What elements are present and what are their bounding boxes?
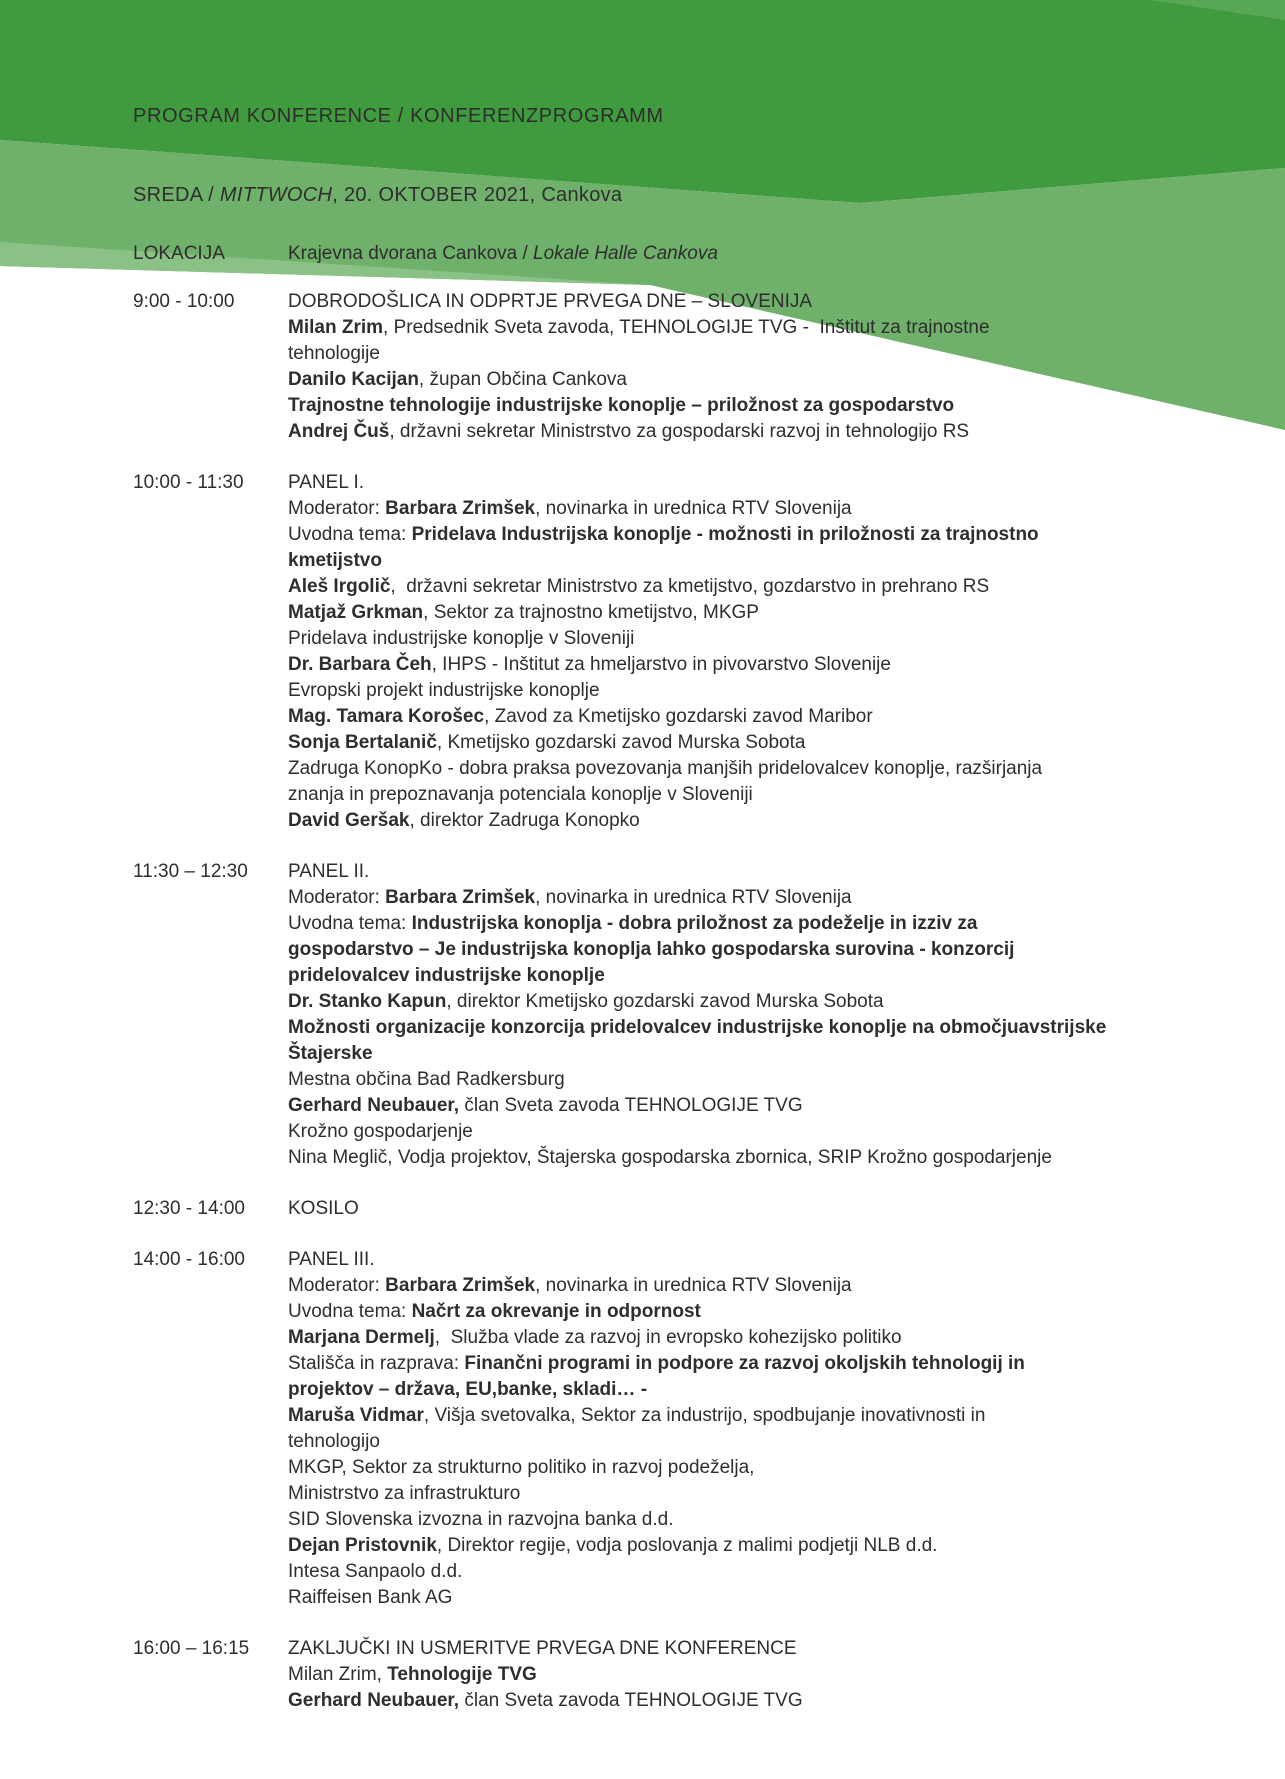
program-line [288,315,1233,341]
program-line [288,704,1233,730]
program-line [288,1247,1233,1273]
date-line [133,184,622,207]
program-line [288,1688,1233,1714]
program-line [288,1662,1233,1688]
time-label: 9:00 - 10:00 [133,291,235,312]
program-line [288,963,1233,989]
program-line [288,341,1233,367]
program-line [288,782,1233,808]
text-segment: Barbara Zrimšek [385,1275,536,1296]
program-line [288,1429,1233,1455]
text-segment: Pridelava industrijske konoplje v Sloveniji [288,628,635,649]
text-segment: , 20. OKTOBER 2021, Cankova [332,184,623,206]
text-segment: Trajnostne tehnologije industrijske konoplje – priložnost za gospodarstvo [288,395,955,416]
program-line [288,652,1233,678]
text-segment: , državni sekretar Ministrstvo za kmetijstvo, gozdarstvo in prehrano RS [390,576,990,597]
program-line [288,989,1233,1015]
text-segment: PANEL I. [288,472,365,493]
text-segment: Mag. Tamara Korošec [288,706,485,727]
text-segment: Uvodna tema: [288,524,412,545]
program-line [288,1636,1233,1662]
location-row [133,241,718,267]
text-segment: SREDA / [133,184,220,206]
text-segment: , direktor Zadruga Konopko [409,810,640,831]
program-line [288,1041,1233,1067]
session-lines [288,1196,1233,1222]
program-line [288,496,1233,522]
text-segment: , župan Občina Cankova [418,369,627,390]
text-segment: , IHPS - Inštitut za hmeljarstvo in pivovarstvo Slovenije [431,654,891,675]
program-line [288,885,1233,911]
text-segment: PANEL II. [288,861,370,882]
program-line [288,367,1233,393]
text-segment: Raiffeisen Bank AG [288,1587,453,1608]
text-segment: Moderator: [288,1275,386,1296]
program-line [288,1377,1233,1403]
text-segment: , Sektor za trajnostno kmetijstvo, MKGP [423,602,759,623]
program-line [288,1273,1233,1299]
program-line [288,1299,1233,1325]
text-segment: Zadruga KonopKo - dobra praksa povezovanja manjših pridelovalcev konoplje, razširjanja [288,758,1043,779]
program-line [288,1585,1233,1611]
text-segment: ZAKLJUČKI IN USMERITVE PRVEGA DNE KONFERENCE [288,1638,797,1659]
text-segment: , novinarka in urednica RTV Slovenija [535,1275,852,1296]
text-segment: , Višja svetovalka, Sektor za industrijo, spodbujanje inovativnosti in [423,1405,986,1426]
text-segment: Sonja Bertalanič [288,732,437,753]
location-label: LOKACIJA [133,243,225,264]
text-segment: Uvodna tema: [288,913,412,934]
program-line [288,911,1233,937]
session-lines [288,1636,1233,1714]
text-segment: Matjaž Grkman [288,602,424,623]
text-segment: Možnosti organizacije konzorcija pridelovalcev industrijske konoplje na območjuavstrijske [288,1017,1107,1038]
schedule-row-lunch [133,1196,1233,1222]
text-segment: Ministrstvo za infrastrukturo [288,1483,521,1504]
text-segment: , novinarka in urednica RTV Slovenija [535,887,852,908]
text-segment: Moderator: [288,887,386,908]
text-segment: Lokale Halle Cankova [533,243,718,264]
session-lines [288,1247,1233,1611]
schedule [133,289,1233,1739]
program-line [288,393,1233,419]
session-lines [288,859,1233,1171]
program-line [288,1403,1233,1429]
program-line [288,1067,1233,1093]
text-segment: , Direktor regije, vodja poslovanja z malimi podjetji NLB d.d. [436,1535,938,1556]
text-segment: , direktor Kmetijsko gozdarski zavod Murska Sobota [446,991,884,1012]
text-segment: , Zavod za Kmetijsko gozdarski zavod Maribor [484,706,873,727]
program-line [288,756,1233,782]
program-line [288,937,1233,963]
session-lines [288,470,1233,834]
program-line [288,470,1233,496]
text-segment: Mestna občina Bad Radkersburg [288,1069,565,1090]
program-line [288,808,1233,834]
text-segment: Krajevna dvorana Cankova / [288,243,534,264]
text-segment: PANEL III. [288,1249,375,1270]
program-line [288,626,1233,652]
schedule-row-panel-3 [133,1247,1233,1611]
text-segment: Nina Meglič, Vodja projektov, Štajerska gospodarska zbornica, SRIP Krožno gospodarjenje [288,1147,1052,1168]
program-line [288,859,1233,885]
session-lines [288,289,1233,445]
text-segment: Andrej Čuš [288,421,390,442]
program-line [288,1015,1233,1041]
program-line [288,241,718,267]
time-label: 12:30 - 14:00 [133,1198,245,1219]
text-segment: KOSILO [288,1198,359,1219]
text-segment: , Predsednik Sveta zavoda, TEHNOLOGIJE TVG - Inštitut za trajnostne [383,317,990,338]
program-line [288,1325,1233,1351]
text-segment: SID Slovenska izvozna in razvojna banka d.d. [288,1509,674,1530]
program-line [288,1533,1233,1559]
text-segment: DOBRODOŠLICA IN ODPRTJE PRVEGA DNE – SLOVENIJA [288,291,813,312]
time-label: 14:00 - 16:00 [133,1249,245,1270]
text-segment: Uvodna tema: [288,1301,412,1322]
schedule-row-welcome [133,289,1233,445]
program-line [288,522,1233,548]
text-segment: Stališča in razprava: [288,1353,465,1374]
text-segment: MKGP, Sektor za strukturno politiko in razvoj podeželja, [288,1457,755,1478]
program-line [288,419,1233,445]
text-segment: Dr. Stanko Kapun [288,991,447,1012]
text-segment: , novinarka in urednica RTV Slovenija [535,498,852,519]
text-segment: član Sveta zavoda TEHNOLOGIJE TVG [459,1095,803,1116]
program-line [288,1196,1233,1222]
page-title: PROGRAM KONFERENCE / KONFERENZPROGRAMM [133,105,664,127]
location-value [288,241,718,267]
text-segment: tehnologije [288,343,380,364]
time-label: 10:00 - 11:30 [133,472,244,493]
program-line [288,1559,1233,1585]
text-segment: MITTWOCH [219,184,333,206]
schedule-row-panel-2 [133,859,1233,1171]
program-line [288,1351,1233,1377]
text-segment: Evropski projekt industrijske konoplje [288,680,600,701]
program-line [288,678,1233,704]
text-segment: , Kmetijsko gozdarski zavod Murska Sobota [436,732,806,753]
text-segment: Dejan Pristovnik [288,1535,437,1556]
text-segment: Krožno gospodarjenje [288,1121,473,1142]
text-segment: Maruša Vidmar [288,1405,424,1426]
time-label: 16:00 – 16:15 [133,1638,250,1659]
text-segment: Intesa Sanpaolo d.d. [288,1561,463,1582]
text-segment: Barbara Zrimšek [385,498,536,519]
time-label: 11:30 – 12:30 [133,861,248,882]
program-line [288,1455,1233,1481]
text-segment: Marjana Dermelj [288,1327,435,1348]
text-segment: , Služba vlade za razvoj in evropsko kohezijsko politiko [434,1327,902,1348]
program-line [288,289,1233,315]
text-segment: pridelovalcev industrijske konoplje [288,965,605,986]
text-segment: Milan Zrim, [288,1664,388,1685]
text-segment: Danilo Kacijan [288,369,419,390]
program-line [288,600,1233,626]
text-segment: Finančni programi in podpore za razvoj okoljskih tehnologij in [464,1353,1025,1374]
schedule-row-panel-1 [133,470,1233,834]
program-line [288,1507,1233,1533]
text-segment: gospodarstvo – Je industrijska konoplja lahko gospodarska surovina - konzorcij [288,939,1015,960]
text-segment: Industrijska konoplja - dobra priložnost za podeželje in izziv za [411,913,978,934]
text-segment: Dr. Barbara Čeh [288,654,432,675]
text-segment: Pridelava Industrijska konoplje - možnosti in priložnosti za trajnostno [411,524,1039,545]
text-segment: Aleš Irgolič [288,576,391,597]
text-segment: , državni sekretar Ministrstvo za gospodarski razvoj in tehnologijo RS [389,421,970,442]
text-segment: Milan Zrim [288,317,384,338]
program-line [288,1481,1233,1507]
text-segment: Gerhard Neubauer, [288,1690,460,1711]
schedule-row-closing [133,1636,1233,1714]
program-line [288,548,1233,574]
text-segment: Barbara Zrimšek [385,887,536,908]
text-segment: projektov – država, EU,banke, skladi… - [288,1379,648,1400]
text-segment: Moderator: [288,498,386,519]
text-segment: Gerhard Neubauer, [288,1095,460,1116]
text-segment: kmetijstvo [288,550,382,571]
text-segment: Načrt za okrevanje in odpornost [411,1301,701,1322]
text-segment: David Geršak [288,810,410,831]
program-line [288,730,1233,756]
text-segment: član Sveta zavoda TEHNOLOGIJE TVG [459,1690,803,1711]
program-line [288,1119,1233,1145]
text-segment: tehnologijo [288,1431,380,1452]
program-line [288,1145,1233,1171]
text-segment: znanja in prepoznavanja potenciala konoplje v Sloveniji [288,784,753,805]
text-segment: Štajerske [288,1043,373,1064]
program-line [288,1093,1233,1119]
program-line [288,574,1233,600]
text-segment: Tehnologije TVG [387,1664,537,1685]
